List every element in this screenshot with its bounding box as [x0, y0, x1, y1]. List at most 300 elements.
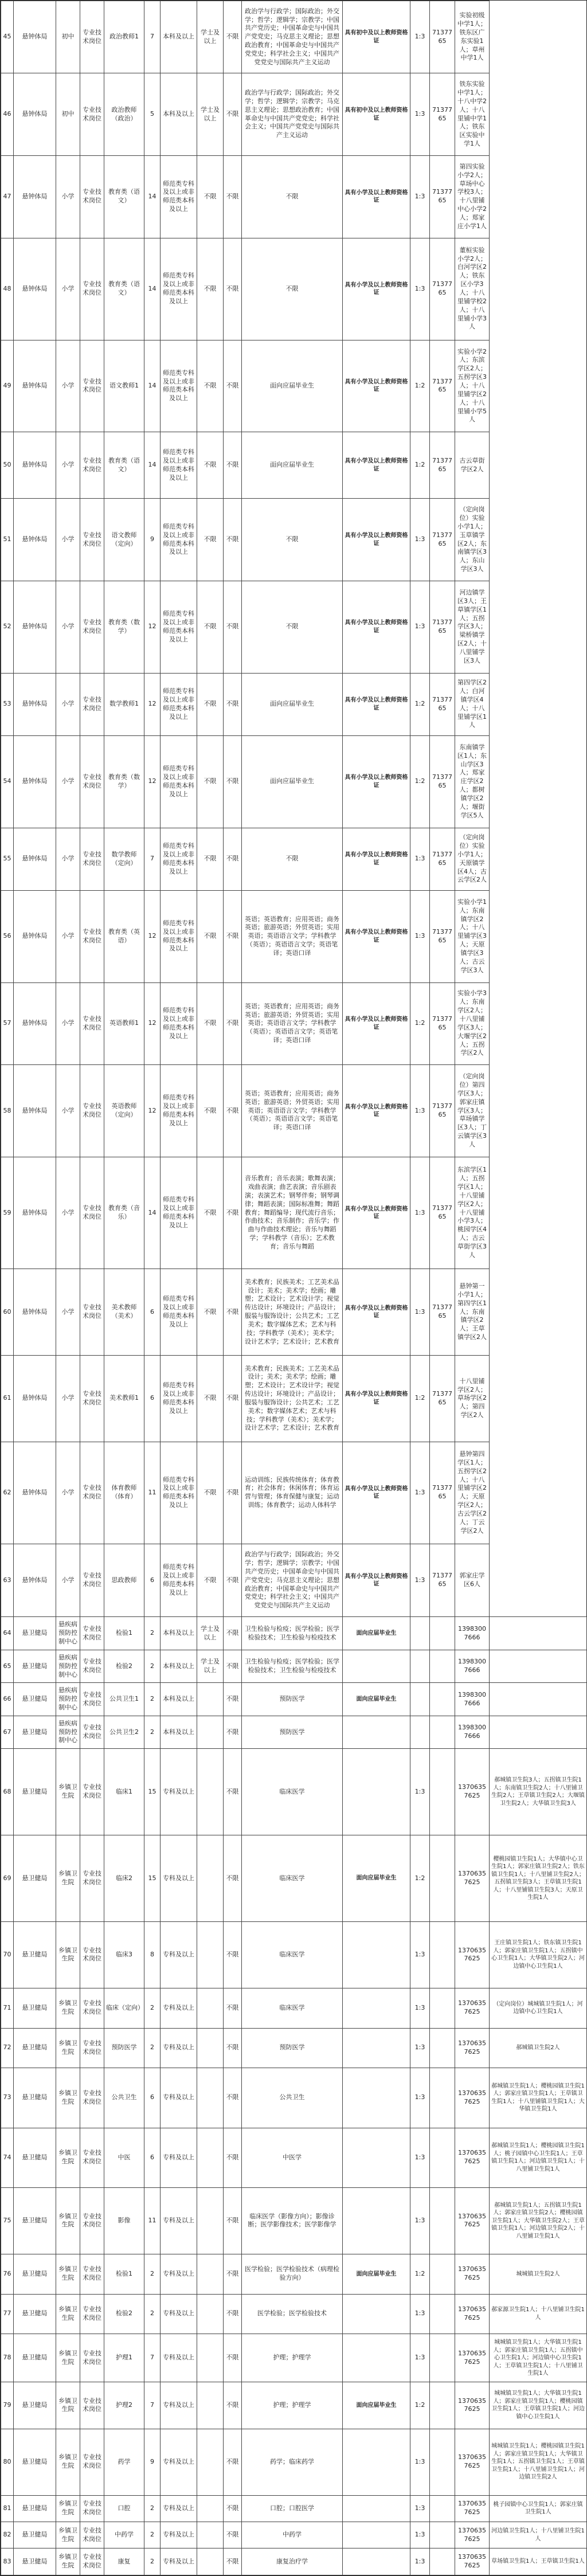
cell-major: 公共卫生 [242, 2068, 343, 2128]
cell-age: 不限 [224, 2254, 242, 2294]
cell-contact-phone: 13983007666 [455, 1716, 490, 1748]
cell-row-no: 70 [1, 1921, 14, 1988]
cell-post-name: 公共卫生1 [104, 1683, 144, 1716]
cell-age: 不限 [224, 1617, 242, 1650]
table-row [1, 1921, 587, 1988]
cell-other-requirement: 具有小学及以上教师资格证 [343, 982, 410, 1065]
cell-age: 不限 [224, 1355, 242, 1442]
cell-quota: 12 [144, 581, 161, 673]
cell-degree [197, 2294, 224, 2334]
cell-post-type: 专业技术岗位 [80, 2429, 104, 2495]
cell-age: 不限 [224, 735, 242, 828]
cell-quota: 12 [144, 735, 161, 828]
cell-post-name: 公共卫生2 [104, 1716, 144, 1748]
cell-post-name: 美术教师1 [104, 1355, 144, 1442]
cell-ratio [410, 1650, 430, 1682]
cell-degree [197, 2028, 224, 2068]
table-row [1, 2334, 587, 2382]
cell-assignment: 桃子园镇中心卫生院1人；郭家庄镇卫生院1人 [490, 2495, 587, 2522]
cell-contact-phone: 13706357625 [455, 1749, 490, 1835]
cell-row-no: 60 [1, 1269, 14, 1356]
cell-major: 预防医学 [242, 1683, 343, 1716]
cell-post-type: 专业技术岗位 [80, 1683, 104, 1716]
cell-quota: 11 [144, 2187, 161, 2254]
cell-post-name: 教育类（数学） [104, 735, 144, 828]
cell-assignment [490, 1650, 587, 1682]
cell-ratio: 1:3 [410, 1065, 430, 1157]
cell-post-name: 思政教师 [104, 1544, 144, 1617]
cell-ratio [410, 1617, 430, 1650]
cell-unit: 乡镇卫生院 [56, 2068, 80, 2128]
cell-other-requirement: 具有小学及以上教师资格证 [343, 499, 410, 581]
cell-department: 悬卫健局 [14, 2495, 56, 2522]
cell-age: 不限 [224, 828, 242, 890]
table-row [1, 1617, 587, 1650]
cell-degree: 学士及以上 [197, 1, 224, 73]
cell-row-no: 52 [1, 581, 14, 673]
cell-phone: 7137765 [430, 673, 455, 735]
table-row [1, 1157, 587, 1269]
cell-post-name: 中医 [104, 2128, 144, 2187]
cell-degree: 不限 [197, 1544, 224, 1617]
cell-ratio: 1:3 [410, 155, 430, 238]
cell-degree: 不限 [197, 1355, 224, 1442]
cell-degree [197, 2187, 224, 2254]
cell-department: 悬卫健局 [14, 2334, 56, 2382]
cell-age: 不限 [224, 2334, 242, 2382]
cell-post-name: 检验1 [104, 2254, 144, 2294]
cell-post-type: 专业技术岗位 [80, 155, 104, 238]
cell-assignment [490, 1617, 587, 1650]
cell-major: 面向应届毕业生 [242, 735, 343, 828]
cell-degree: 不限 [197, 1269, 224, 1356]
cell-other-requirement: 具有小学及以上教师资格证 [343, 1442, 410, 1544]
cell-ratio: 1:2 [410, 340, 430, 432]
cell-education: 师范类专科及以上或非师范类本科及以上 [161, 735, 197, 828]
cell-post-type: 专业技术岗位 [80, 1650, 104, 1682]
cell-degree [197, 2548, 224, 2575]
cell-degree: 学士及以上 [197, 1617, 224, 1650]
cell-quota: 15 [144, 1835, 161, 1922]
cell-unit: 小学 [56, 155, 80, 238]
cell-major: 不限 [242, 499, 343, 581]
cell-quota: 9 [144, 499, 161, 581]
cell-other-requirement: 具有小学及以上教师资格证 [343, 890, 410, 982]
table-row [1, 155, 587, 238]
cell-unit: 乡镇卫生院 [56, 1988, 80, 2028]
cell-ratio: 1:3 [410, 2548, 430, 2575]
cell-other-requirement: 具有小学及以上教师资格证 [343, 1544, 410, 1617]
cell-major: 运动训练；民族传统体育；体育教育；社会体育；休闲体育；体育运营与管理；体育保健与康复；运动训练；体育教学；运动人体科学 [242, 1442, 343, 1544]
cell-unit: 小学 [56, 673, 80, 735]
cell-row-no: 59 [1, 1157, 14, 1269]
cell-phone: 7137765 [430, 1065, 455, 1157]
cell-post-type: 专业技术岗位 [80, 1442, 104, 1544]
cell-major: 口腔；口腔医学 [242, 2495, 343, 2522]
cell-post-type: 专业技术岗位 [80, 499, 104, 581]
cell-post-name: 护理2 [104, 2382, 144, 2429]
cell-contact-phone: 实验小学2人；东滨学区2人；五拐学区3人；十八里铺学区2人；十八里铺小学5人 [455, 340, 490, 432]
cell-degree [197, 1749, 224, 1835]
cell-major: 预防医学 [242, 1716, 343, 1748]
cell-post-name: 教育类（语文） [104, 238, 144, 340]
cell-major: 药学；临床药学 [242, 2429, 343, 2495]
cell-degree: 不限 [197, 982, 224, 1065]
cell-other-requirement: 面向应届毕业生 [343, 1617, 410, 1650]
cell-unit: 乡镇卫生院 [56, 2429, 80, 2495]
cell-contact-phone: （定向岗位）实验小学1人；天原镇学区4人；古云学区2人 [455, 828, 490, 890]
cell-age: 不限 [224, 1921, 242, 1988]
cell-row-no: 66 [1, 1683, 14, 1716]
cell-row-no: 61 [1, 1355, 14, 1442]
cell-post-type: 专业技术岗位 [80, 73, 104, 156]
cell-unit: 小学 [56, 432, 80, 499]
cell-post-type: 专业技术岗位 [80, 1269, 104, 1356]
cell-education: 师范类专科及以上或非师范类本科及以上 [161, 432, 197, 499]
cell-department: 悬钟体局 [14, 890, 56, 982]
cell-quota: 8 [144, 1921, 161, 1988]
cell-quota: 9 [144, 2429, 161, 2495]
cell-major: 卫生检验与检疫；医学检验；医学检验技术；卫生检验与检疫技术 [242, 1650, 343, 1682]
cell-phone: 7137765 [430, 828, 455, 890]
cell-unit: 小学 [56, 1442, 80, 1544]
cell-post-type: 专业技术岗位 [80, 2548, 104, 2575]
cell-post-name: 护理1 [104, 2334, 144, 2382]
cell-phone [430, 2548, 455, 2575]
cell-contact-phone: 古云草街学区2人 [455, 432, 490, 499]
cell-quota: 6 [144, 2068, 161, 2128]
cell-contact-phone: 13983007666 [455, 1683, 490, 1716]
cell-other-requirement: 具有小学及以上教师资格证 [343, 1269, 410, 1356]
cell-contact-phone: 董桓实验小学2人；白河学区2人；铁东区小学3人；十八里铺学校2人；十八里铺小学3人 [455, 238, 490, 340]
cell-unit: 初中 [56, 73, 80, 156]
cell-post-type: 专业技术岗位 [80, 2028, 104, 2068]
cell-unit: 小学 [56, 982, 80, 1065]
cell-degree: 不限 [197, 238, 224, 340]
cell-post-name: 药学 [104, 2429, 144, 2495]
cell-phone [430, 1835, 455, 1922]
cell-education: 师范类专科及以上或非师范类本科及以上 [161, 581, 197, 673]
cell-phone [430, 2254, 455, 2294]
cell-phone: 7137765 [430, 340, 455, 432]
cell-education: 专科及以上 [161, 2548, 197, 2575]
cell-degree [197, 1716, 224, 1748]
cell-department: 悬钟体局 [14, 155, 56, 238]
cell-quota: 14 [144, 340, 161, 432]
cell-unit: 悬疾病预防控制中心 [56, 1716, 80, 1748]
cell-department: 悬卫健局 [14, 1716, 56, 1748]
cell-assignment: 郝城镇卫生院1人；樱桃园镇卫生院1人；桃子园镇中心卫生院1人；王草镇卫生院1人；河边镇卫生院1人；十八里铺卫生院1人 [490, 2128, 587, 2187]
table-row [1, 1749, 587, 1835]
cell-degree: 不限 [197, 1065, 224, 1157]
positions-table [1, 1, 587, 2575]
cell-major: 临床医学（影像方向）；影像诊断；医学影像技术；医学影像学 [242, 2187, 343, 2254]
cell-unit: 初中 [56, 1, 80, 73]
cell-education: 师范类专科及以上或非师范类本科及以上 [161, 1355, 197, 1442]
cell-other-requirement: 具有小学及以上教师资格证 [343, 673, 410, 735]
cell-quota: 6 [144, 1355, 161, 1442]
cell-phone [430, 1683, 455, 1716]
cell-quota: 14 [144, 432, 161, 499]
cell-age: 不限 [224, 2294, 242, 2334]
cell-ratio: 1:3 [410, 581, 430, 673]
cell-degree: 不限 [197, 581, 224, 673]
cell-phone: 7137765 [430, 1355, 455, 1442]
cell-phone [430, 1921, 455, 1988]
cell-row-no: 54 [1, 735, 14, 828]
cell-degree [197, 2522, 224, 2548]
cell-contact-phone: （定向岗位）实验小学1人；玉草镇学区2人；东南镇学区3人；东山学区3人 [455, 499, 490, 581]
cell-phone [430, 1988, 455, 2028]
cell-unit: 小学 [56, 1355, 80, 1442]
cell-major: 中药学 [242, 2522, 343, 2548]
cell-contact-phone: 实验初级中学1人；铁东区广东实验1人；草州中学1人 [455, 1, 490, 73]
cell-unit: 乡镇卫生院 [56, 2128, 80, 2187]
cell-post-type: 专业技术岗位 [80, 2294, 104, 2334]
cell-phone: 7137765 [430, 581, 455, 673]
cell-post-type: 专业技术岗位 [80, 340, 104, 432]
cell-contact-phone: 13706357625 [455, 2495, 490, 2522]
cell-row-no: 50 [1, 432, 14, 499]
cell-other-requirement: 面向应届毕业生 [343, 1683, 410, 1716]
cell-post-type: 专业技术岗位 [80, 1835, 104, 1922]
cell-major: 政治学与行政学；国际政治；外交学；哲学；逻辑学；宗教学；中国共产党历史；中国革命史与中国共产党党史；马克思主义理论；思想政治教育；中国革命史与中国共产党党史；科学社会主义；中国共产党党史与国际共产主义运动 [242, 1, 343, 73]
cell-post-type: 专业技术岗位 [80, 2254, 104, 2294]
cell-age: 不限 [224, 432, 242, 499]
cell-major: 临床医学 [242, 1749, 343, 1835]
cell-post-type: 专业技术岗位 [80, 828, 104, 890]
cell-education: 专科及以上 [161, 2334, 197, 2382]
cell-ratio: 1:3 [410, 1988, 430, 2028]
table-row [1, 238, 587, 340]
cell-degree [197, 2254, 224, 2294]
cell-department: 悬钟体局 [14, 982, 56, 1065]
cell-contact-phone: 13706357625 [455, 2254, 490, 2294]
cell-degree: 不限 [197, 1157, 224, 1269]
cell-other-requirement: 具有小学及以上教师资格证 [343, 1157, 410, 1269]
cell-phone [430, 2128, 455, 2187]
cell-unit: 悬疾病预防控制中心 [56, 1683, 80, 1716]
cell-row-no: 56 [1, 890, 14, 982]
cell-row-no: 83 [1, 2548, 14, 2575]
cell-other-requirement: 具有小学及以上教师资格证 [343, 828, 410, 890]
cell-ratio: 1:3 [410, 238, 430, 340]
cell-assignment: 河边镇卫生院1人；十八里铺卫生院1人 [490, 2522, 587, 2548]
cell-quota: 12 [144, 890, 161, 982]
table-row [1, 1, 587, 73]
cell-degree [197, 2429, 224, 2495]
cell-other-requirement [343, 2068, 410, 2128]
cell-post-type: 专业技术岗位 [80, 581, 104, 673]
cell-unit: 小学 [56, 1065, 80, 1157]
cell-contact-phone: 实验小学1人；东南镇学区2人；十八里铺学区3人；天原镇学区3人；古云学区3人 [455, 890, 490, 982]
table-row [1, 2495, 587, 2522]
cell-other-requirement: 面向应届毕业生 [343, 2382, 410, 2429]
cell-ratio: 1:3 [410, 1921, 430, 1988]
cell-major: 美术教育；民族美术；工艺美术品设计；美术；美术学；绘画；雕塑；艺术设计；艺术设计学；视觉传达设计；环境设计；产品设计；服装与服饰设计；公共艺术；工艺美术；数字媒体艺术；艺术与科技；学科教学（美术）；美术学；设计艺术学；艺术设计；艺术教育 [242, 1355, 343, 1442]
cell-education: 本科及以上 [161, 1, 197, 73]
cell-quota: 14 [144, 1157, 161, 1269]
cell-contact-phone: 13983007666 [455, 1617, 490, 1650]
cell-ratio: 1:3 [410, 2522, 430, 2548]
cell-department: 悬卫健局 [14, 2429, 56, 2495]
cell-education: 专科及以上 [161, 2495, 197, 2522]
cell-phone [430, 2068, 455, 2128]
table-row [1, 499, 587, 581]
cell-quota: 2 [144, 2548, 161, 2575]
cell-post-name: 临床（定向） [104, 1988, 144, 2028]
cell-row-no: 63 [1, 1544, 14, 1617]
cell-department: 悬卫健局 [14, 1650, 56, 1682]
cell-post-name: 教育类（音乐） [104, 1157, 144, 1269]
table-row [1, 2548, 587, 2575]
cell-post-name: 语文教师（定向） [104, 499, 144, 581]
cell-department: 悬钟体局 [14, 340, 56, 432]
cell-unit: 乡镇卫生院 [56, 2522, 80, 2548]
cell-phone [430, 2382, 455, 2429]
cell-phone: 7137765 [430, 155, 455, 238]
cell-age: 不限 [224, 1065, 242, 1157]
cell-education: 专科及以上 [161, 1988, 197, 2028]
cell-phone: 7137765 [430, 1, 455, 73]
cell-row-no: 53 [1, 673, 14, 735]
cell-unit: 乡镇卫生院 [56, 2382, 80, 2429]
cell-phone [430, 2495, 455, 2522]
cell-contact-phone: 郭家庄学区6人 [455, 1544, 490, 1617]
cell-major: 卫生检验与检疫；医学检验；医学检验技术；卫生检验与检疫技术 [242, 1617, 343, 1650]
cell-post-name: 数学教师1 [104, 673, 144, 735]
cell-row-no: 65 [1, 1650, 14, 1682]
cell-department: 悬卫健局 [14, 1617, 56, 1650]
table-row [1, 2128, 587, 2187]
cell-department: 悬钟体局 [14, 499, 56, 581]
cell-degree: 不限 [197, 1442, 224, 1544]
cell-major: 不限 [242, 828, 343, 890]
cell-degree [197, 1988, 224, 2028]
cell-major: 预防医学 [242, 2028, 343, 2068]
cell-major: 临床医学 [242, 1835, 343, 1922]
cell-department: 悬卫健局 [14, 2187, 56, 2254]
cell-contact-phone: 13706357625 [455, 2028, 490, 2068]
cell-education: 专科及以上 [161, 2522, 197, 2548]
cell-phone [430, 2429, 455, 2495]
cell-department: 悬卫健局 [14, 2548, 56, 2575]
cell-education: 专科及以上 [161, 2294, 197, 2334]
cell-assignment: 郝城镇卫生院2人 [490, 2028, 587, 2068]
cell-quota: 2 [144, 2522, 161, 2548]
cell-row-no: 79 [1, 2382, 14, 2429]
cell-degree [197, 1921, 224, 1988]
cell-contact-phone: 第四实验小学2人；草场中心学校3人；十八里铺中心小学2人；郑家庄小学1人 [455, 155, 490, 238]
cell-contact-phone: 实验小学3人；东南学区2人；十八里铺学区3人；大堰学区2人；五拐学区2人 [455, 982, 490, 1065]
cell-phone [430, 2334, 455, 2382]
table-row [1, 1988, 587, 2028]
cell-other-requirement [343, 1650, 410, 1682]
cell-department: 悬卫健局 [14, 2294, 56, 2334]
cell-age: 不限 [224, 1269, 242, 1356]
cell-other-requirement: 具有初中及以上教师资格证 [343, 1, 410, 73]
cell-other-requirement [343, 2128, 410, 2187]
cell-assignment: 草场镇卫生院1人；王草镇卫生院1人 [490, 2548, 587, 2575]
cell-row-no: 58 [1, 1065, 14, 1157]
cell-ratio: 1:3 [410, 1749, 430, 1835]
cell-degree: 不限 [197, 890, 224, 982]
cell-unit: 小学 [56, 238, 80, 340]
cell-post-name: 体育教师（体育） [104, 1442, 144, 1544]
cell-contact-phone: 13706357625 [455, 2187, 490, 2254]
cell-unit: 悬疾病预防控制中心 [56, 1617, 80, 1650]
cell-contact-phone: 河边镇学区3人；王草镇学区1人；五拐学区3人；梁桥镇学区2人；十八里铺学区3人 [455, 581, 490, 673]
cell-post-name: 临床2 [104, 1835, 144, 1922]
cell-quota: 7 [144, 1, 161, 73]
table-row [1, 2187, 587, 2254]
cell-contact-phone: 13706357625 [455, 1988, 490, 2028]
cell-quota: 2 [144, 1988, 161, 2028]
cell-assignment: 城城镇卫生院1人；樱桃园镇卫生院1人；郭家庄镇卫生院1人；大华镇卫生院1人；五拐镇卫生院1人；王草镇卫生院1人；十八里铺卫生院1人；河边镇卫生院2人 [490, 2429, 587, 2495]
cell-education: 师范类专科及以上或非师范类本科及以上 [161, 1269, 197, 1356]
cell-ratio: 1:3 [410, 2028, 430, 2068]
cell-unit: 乡镇卫生院 [56, 2548, 80, 2575]
cell-other-requirement [343, 1988, 410, 2028]
cell-unit: 乡镇卫生院 [56, 1921, 80, 1988]
cell-phone: 7137765 [430, 432, 455, 499]
cell-age: 不限 [224, 1716, 242, 1748]
cell-contact-phone: 铁东实验中学1人；十八中学2人；十八里铺中学1人；铁东区实验中学1人 [455, 73, 490, 156]
table-row [1, 1355, 587, 1442]
cell-degree: 学士及以上 [197, 1650, 224, 1682]
cell-education: 本科及以上 [161, 1683, 197, 1716]
cell-education: 师范类专科及以上或非师范类本科及以上 [161, 890, 197, 982]
table-row [1, 735, 587, 828]
cell-contact-phone: 第四学区2人；白河镇学区4人；十八里铺学区1人 [455, 673, 490, 735]
cell-education: 专科及以上 [161, 2254, 197, 2294]
cell-post-type: 专业技术岗位 [80, 432, 104, 499]
cell-post-type: 专业技术岗位 [80, 1355, 104, 1442]
cell-other-requirement [343, 2334, 410, 2382]
cell-row-no: 78 [1, 2334, 14, 2382]
cell-phone [430, 2187, 455, 2254]
cell-major: 不限 [242, 581, 343, 673]
cell-post-type: 专业技术岗位 [80, 735, 104, 828]
cell-phone: 7137765 [430, 1269, 455, 1356]
cell-unit: 乡镇卫生院 [56, 2294, 80, 2334]
cell-department: 悬钟体局 [14, 1355, 56, 1442]
cell-education: 师范类专科及以上或非师范类本科及以上 [161, 238, 197, 340]
cell-post-name: 检验2 [104, 2294, 144, 2334]
cell-department: 悬钟体局 [14, 238, 56, 340]
cell-education: 师范类专科及以上或非师范类本科及以上 [161, 340, 197, 432]
cell-degree [197, 2495, 224, 2522]
cell-contact-phone: （定向岗位）第四学区3人；郭家庄镇学区3人；草场镇学区3人；丁云镇学区3人 [455, 1065, 490, 1157]
cell-degree [197, 2068, 224, 2128]
cell-quota: 12 [144, 1065, 161, 1157]
cell-phone [430, 2028, 455, 2068]
cell-ratio: 1:3 [410, 2128, 430, 2187]
cell-age: 不限 [224, 982, 242, 1065]
cell-education: 师范类专科及以上或非师范类本科及以上 [161, 1157, 197, 1269]
cell-quota: 14 [144, 238, 161, 340]
cell-education: 本科及以上 [161, 1650, 197, 1682]
cell-post-name: 英语教师（定向） [104, 1065, 144, 1157]
cell-degree [197, 2382, 224, 2429]
table-row [1, 1835, 587, 1922]
cell-ratio: 1:3 [410, 1269, 430, 1356]
cell-phone: 7137765 [430, 890, 455, 982]
cell-age: 不限 [224, 340, 242, 432]
cell-post-type: 专业技术岗位 [80, 1921, 104, 1988]
cell-unit: 小学 [56, 1269, 80, 1356]
cell-ratio: 1:3 [410, 1442, 430, 1544]
